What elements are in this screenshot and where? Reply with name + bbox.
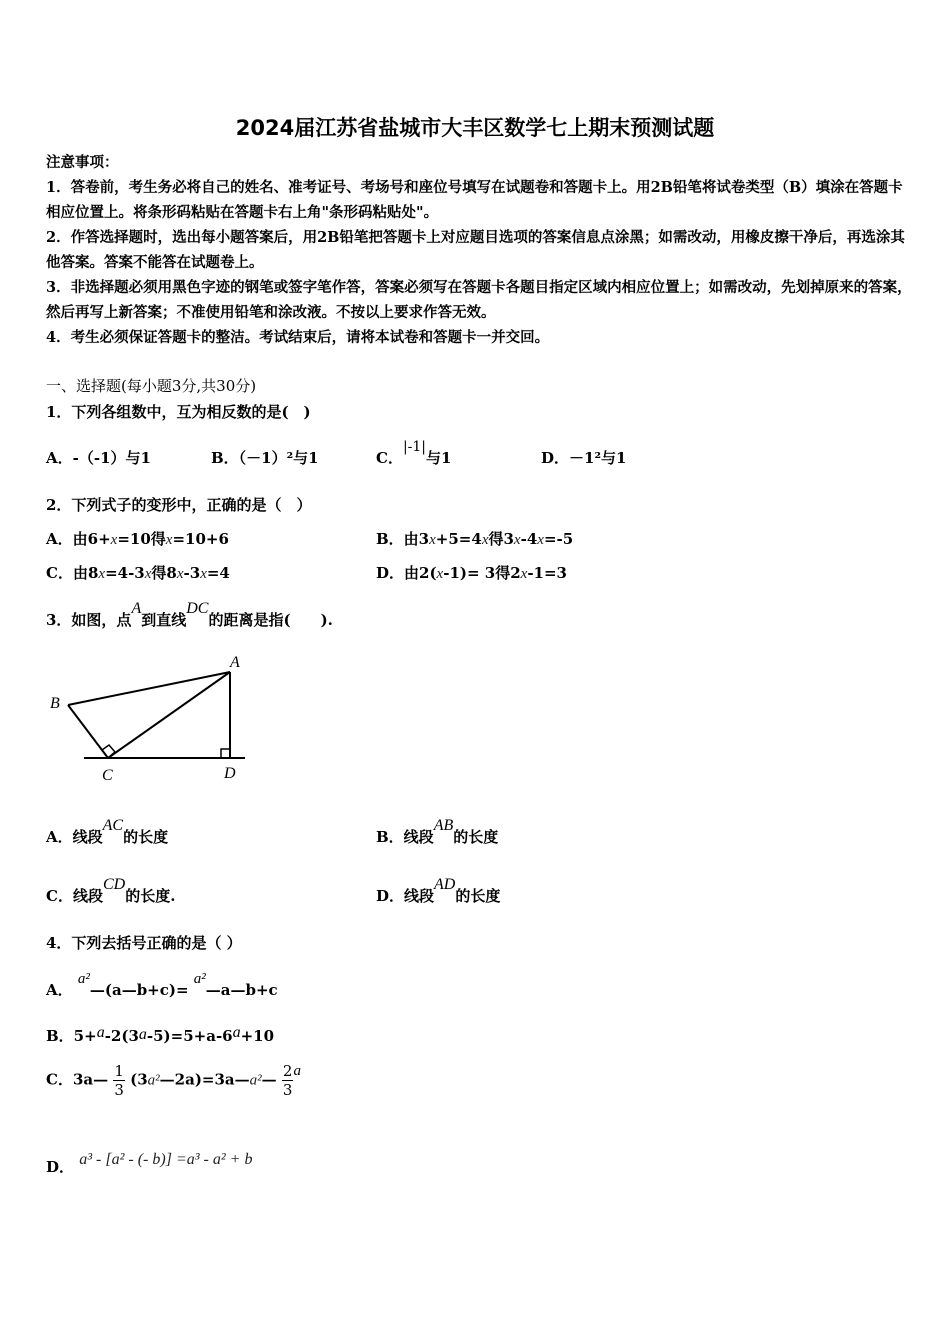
- note-item: 3．非选择题必须用黑色字迹的钢笔或签字笔作答，答案必须写在答题卡各题目指定区域内相应位置上；如需改动，先划掉原来的答案，然后再写上新答案；不准使用铅笔和涂改液。不按以上要求作答无效。: [46, 279, 912, 321]
- q2-option-a: [46, 528, 229, 549]
- q4-option-c: [46, 1062, 301, 1099]
- page-title: 2024届江苏省盐城市大丰区数学七上期末预测试题: [235, 116, 715, 140]
- note-item: 4．考生必须保证答题卡的整洁。考试结束后，请将本试卷和答题卡一并交回。: [46, 329, 550, 346]
- text: =-5: [543, 530, 574, 548]
- var-x: x: [537, 532, 544, 548]
- text: 的长度: [123, 828, 169, 846]
- var-x: x: [429, 532, 436, 548]
- denominator: 3: [282, 1081, 293, 1099]
- var-x: x: [481, 532, 489, 548]
- option-letter: C．: [376, 449, 403, 467]
- text: -3: [183, 564, 201, 582]
- q3-stem: [46, 600, 333, 630]
- text: =10+6: [172, 530, 229, 548]
- text: (3: [130, 1070, 148, 1089]
- text: —2a)=3a—: [159, 1070, 250, 1089]
- label-d: D: [224, 765, 236, 782]
- q3-option-d: [376, 876, 501, 906]
- var-a: a: [138, 1026, 147, 1043]
- text: 的距离是指( ).: [208, 611, 333, 629]
- text: D．由2(: [376, 564, 437, 582]
- text: -5)=5+a-6: [146, 1027, 233, 1045]
- segment-label: AD: [434, 876, 456, 893]
- math-term: a²: [249, 1072, 262, 1089]
- text: B．线段: [376, 828, 434, 846]
- math-term: a²: [193, 971, 206, 987]
- label-a: A: [230, 654, 240, 671]
- text: 得3: [488, 530, 514, 548]
- label-c: C: [102, 767, 113, 784]
- q2-stem: 2．下列式子的变形中，正确的是（ ）: [46, 496, 312, 514]
- geometry-figure: [40, 648, 260, 788]
- var-x: x: [165, 532, 173, 548]
- text: —: [261, 1070, 277, 1089]
- text: 到直线: [141, 611, 187, 629]
- q1-stem: 1．下列各组数中，互为相反数的是( ): [46, 403, 311, 421]
- q4-stem: 4．下列去括号正确的是（ ）: [46, 934, 242, 952]
- q2-option-d: [376, 562, 567, 583]
- var-x: x: [520, 566, 528, 582]
- notes-block: [46, 150, 914, 350]
- text: 的长度: [453, 828, 499, 846]
- text: B．5+: [46, 1027, 97, 1045]
- text: B．由3: [376, 530, 430, 548]
- text: C．线段: [46, 887, 103, 905]
- q1-option-c: [376, 439, 452, 468]
- q2-option-b: [376, 528, 573, 549]
- fraction-one-third: [113, 1062, 125, 1099]
- var-a: a: [232, 1024, 241, 1041]
- note-item: 2．作答选择题时，选出每小题答案后，用2B铅笔把答题卡上对应题目选项的答案信息点涂黑；如需改动，用橡皮擦干净后，再选涂其他答案。答案不能答在试题卷上。: [46, 229, 905, 271]
- q1-option-d: D．－1²与1: [541, 449, 627, 467]
- note-item: 1．答卷前，考生务必将自己的姓名、准考证号、考场号和座位号填写在试题卷和答题卡上。用2B铅笔将试卷类型（B）填涂在答题卡相应位置上。将条形码粘贴在答题卡右上角"条形码粘贴处"。: [46, 179, 903, 221]
- text: =4: [206, 564, 230, 582]
- text: —a—b+c: [205, 981, 278, 999]
- right-angle-d-icon: [221, 749, 230, 758]
- text: +10: [240, 1027, 275, 1045]
- var-x: x: [144, 566, 152, 582]
- var-x: x: [436, 566, 444, 582]
- label-b: B: [50, 695, 60, 712]
- text: D．: [46, 1158, 75, 1176]
- q3-option-a: [46, 817, 169, 847]
- abs-expression: |-1|: [402, 439, 427, 455]
- numerator: 2: [282, 1062, 293, 1080]
- q4-option-b: [46, 1025, 274, 1046]
- q4-option-a: [46, 971, 278, 1000]
- var-a: a: [96, 1024, 105, 1041]
- text: A．线段: [46, 828, 103, 846]
- text: C．由8: [46, 564, 99, 582]
- math-expression: a³ - [a² - (- b)] =a³ - a² + b: [79, 1151, 253, 1168]
- denominator: 3: [114, 1081, 124, 1099]
- text: -1=3: [527, 564, 567, 582]
- text: 得8: [151, 564, 177, 582]
- text: 的长度.: [125, 887, 176, 905]
- text: -2(3: [104, 1027, 139, 1045]
- segment-label: AC: [102, 817, 124, 834]
- point-label: A: [131, 600, 142, 617]
- right-angle-c-icon: [102, 745, 115, 758]
- text: D．线段: [376, 887, 435, 905]
- segment-label: AB: [433, 817, 454, 834]
- q4-option-d: [46, 1148, 253, 1176]
- q2-option-c: [46, 562, 230, 583]
- q1-option-b: B．（－1）²与1: [211, 449, 319, 467]
- notes-heading: 注意事项：: [46, 154, 119, 171]
- text: —(a—b+c)=: [89, 981, 189, 999]
- text: A．由6+: [46, 530, 111, 548]
- text: =10得: [117, 530, 166, 548]
- text: +5=4: [435, 530, 482, 548]
- section-heading: 一、选择题(每小题3分,共30分): [46, 377, 257, 395]
- var-x: x: [200, 566, 207, 582]
- text: A．: [46, 981, 73, 999]
- var-x: x: [513, 532, 521, 548]
- var-x: x: [176, 566, 184, 582]
- text: -1)= 3得2: [443, 564, 521, 582]
- fraction-two-thirds: [282, 1062, 294, 1099]
- line-label: DC: [186, 600, 209, 617]
- text: =4-3: [105, 564, 145, 582]
- math-term: a²: [147, 1072, 160, 1089]
- text: 的长度: [455, 887, 501, 905]
- text: C．3a—: [46, 1070, 109, 1089]
- var-x: x: [110, 532, 118, 548]
- var-a: a: [293, 1062, 301, 1079]
- text: -4: [520, 530, 538, 548]
- option-text: 与1: [426, 449, 452, 467]
- segment-label: CD: [102, 876, 126, 893]
- var-x: x: [98, 566, 106, 582]
- q3-option-b: [376, 817, 499, 847]
- math-term: a²: [77, 971, 90, 987]
- text: 3．如图，点: [46, 611, 132, 629]
- q3-option-c: [46, 876, 176, 906]
- numerator: 1: [114, 1062, 124, 1080]
- q1-option-a: A．-（-1）与1: [46, 449, 151, 467]
